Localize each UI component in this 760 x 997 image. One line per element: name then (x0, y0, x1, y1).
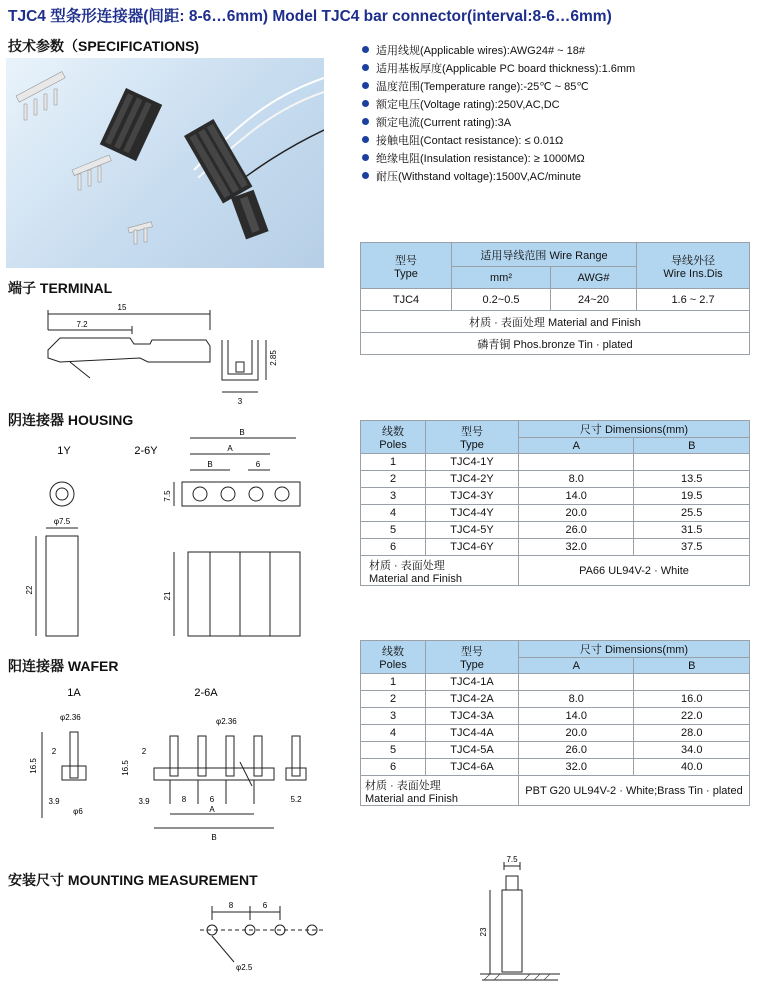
view-label: 2-6Y (134, 445, 158, 457)
svg-text:6: 6 (262, 901, 268, 910)
wafer-table: 线数 Poles 型号 Type 尺寸 Dimensions(mm) A B 1 TJC4-1A 2 TJC4-2A 8.0 16.0 3 TJC4-3A 14.0 22.0 4 TJC4-4A 20.0 28.0 5 TJC4-5A 26.0 34.0 6 TJC4-6A 32.0 40.0 材质 · 表面处理 Material and Finish PBT G20 UL94V-2 · White;Brass Tin · plated (360, 640, 750, 806)
svg-text:φ7.5: φ7.5 (53, 517, 71, 526)
wafer-drawing (20, 678, 340, 850)
housing-drawing (20, 424, 330, 644)
header-dis-en: Wire Ins.Dis (663, 267, 723, 280)
svg-text:8: 8 (228, 901, 234, 910)
svg-text:φ2.36: φ2.36 (216, 717, 237, 726)
material-value: PA66 UL94V-2 · White (519, 556, 750, 586)
dim-label: 15 (117, 303, 127, 312)
svg-text:φ2.36: φ2.36 (60, 713, 81, 722)
mounting-hole-drawing (180, 896, 340, 986)
page-title: TJC4 型条形连接器(间距: 8-6…6mm) Model TJC4 bar connector(interval:8-6…6mm) (8, 8, 612, 25)
svg-text:22: 22 (25, 585, 34, 595)
bullet-icon (362, 82, 369, 89)
svg-text:A: A (227, 444, 233, 453)
svg-text:7.5: 7.5 (163, 490, 172, 502)
svg-text:B: B (239, 428, 245, 437)
header-mm2: mm² (452, 267, 551, 289)
bullet-icon (362, 118, 369, 125)
material-value: 磷青铜 Phos.bronze Tin · plated (361, 333, 750, 355)
bullet-icon (362, 136, 369, 143)
header-dimensions: 尺寸 Dimensions(mm) (519, 421, 750, 438)
header-wire-range: 适用导线范围 Wire Range (452, 243, 637, 267)
dim-label: 3 (237, 397, 243, 406)
table-row: 5 TJC4-5A 26.0 34.0 (361, 742, 750, 759)
table-row: 4 TJC4-4Y 20.0 25.5 (361, 505, 750, 522)
header-type-cn: 型号 (395, 254, 417, 267)
table-row: 3 TJC4-3A 14.0 22.0 (361, 708, 750, 725)
terminal-heading: 端子 TERMINAL (8, 280, 113, 296)
table-row: 6 TJC4-6A 32.0 40.0 (361, 759, 750, 776)
specifications-heading: 技术参数（SPECIFICATIONS) (8, 38, 200, 54)
header-dimensions: 尺寸 Dimensions(mm) (519, 641, 750, 658)
svg-text:2: 2 (51, 747, 57, 756)
wafer-heading: 阳连接器 WAFER (8, 658, 119, 674)
view-label: 1A (67, 687, 81, 699)
svg-text:B: B (207, 460, 213, 469)
bullet-icon (362, 64, 369, 71)
svg-text:6: 6 (209, 795, 215, 804)
svg-text:3.9: 3.9 (48, 797, 60, 806)
spec-item: 额定电流(Current rating):3A (362, 114, 635, 132)
spec-item: 绝缘电阻(Insulation resistance): ≥ 1000MΩ (362, 150, 635, 168)
bullet-icon (362, 46, 369, 53)
svg-text:7.5: 7.5 (506, 856, 518, 864)
terminal-drawing (30, 300, 280, 410)
housing-table: 线数 Poles 型号 Type 尺寸 Dimensions(mm) A B 1 TJC4-1Y 2 TJC4-2Y 8.0 13.5 3 TJC4-3Y 14.0 19.5 4 TJC4-4Y 20.0 25.5 5 TJC4-5Y 26.0 31.5 6 TJC4-6Y 32.0 37.5 材质 · 表面处理 Material and Finish PA66 UL94V-2 · White (360, 420, 750, 586)
dim-label: 2.85 (269, 350, 278, 366)
view-label: 2-6A (194, 687, 218, 699)
spec-item: 适用线规(Applicable wires):AWG24# ~ 18# (362, 42, 635, 60)
material-value: PBT G20 UL94V-2 · White;Brass Tin · plated (519, 776, 750, 806)
table-row: 1 TJC4-1Y (361, 454, 750, 471)
spec-item: 额定电压(Voltage rating):250V,AC,DC (362, 96, 635, 114)
table-row: 1 TJC4-1A (361, 674, 750, 691)
svg-text:φ2.5: φ2.5 (236, 963, 253, 972)
table-row: 3 TJC4-3Y 14.0 19.5 (361, 488, 750, 505)
svg-text:3.9: 3.9 (138, 797, 150, 806)
svg-text:A: A (209, 805, 215, 814)
table-row: 5 TJC4-5Y 26.0 31.5 (361, 522, 750, 539)
svg-text:6: 6 (255, 460, 261, 469)
housing-heading: 阴连接器 HOUSING (8, 412, 134, 428)
spec-item: 适用基板厚度(Applicable PC board thickness):1.6mm (362, 60, 635, 78)
spec-item: 耐压(Withstand voltage):1500V,AC/minute (362, 168, 635, 186)
header-dis-cn: 导线外径 (671, 254, 715, 267)
bullet-icon (362, 154, 369, 161)
table-row: 2 TJC4-2A 8.0 16.0 (361, 691, 750, 708)
header-awg: AWG# (551, 267, 637, 289)
bullet-icon (362, 172, 369, 179)
wire-range-table (360, 242, 750, 355)
view-label: 1Y (57, 445, 71, 457)
svg-text:16.5: 16.5 (29, 758, 38, 774)
table-row: 6 TJC4-6Y 32.0 37.5 (361, 539, 750, 556)
mounting-side-drawing (470, 856, 580, 996)
svg-text:8: 8 (181, 795, 187, 804)
svg-text:B: B (211, 833, 217, 842)
spec-item: 接触电阻(Contact resistance): ≤ 0.01Ω (362, 132, 635, 150)
svg-text:2: 2 (141, 747, 147, 756)
spec-item: 温度范围(Temperature range):-25℃ ~ 85℃ (362, 78, 635, 96)
table-row: TJC4 0.2~0.5 24~20 1.6 ~ 2.7 (361, 289, 750, 311)
connector-photo-illustration (6, 58, 324, 268)
dim-label: 7.2 (76, 320, 88, 329)
svg-text:23: 23 (479, 927, 488, 937)
material-label: 材质 · 表面处理 Material and Finish (361, 311, 750, 333)
bullet-icon (362, 100, 369, 107)
specs-list (362, 42, 635, 186)
svg-text:5.2: 5.2 (290, 795, 302, 804)
svg-text:16.5: 16.5 (121, 760, 130, 776)
mounting-heading: 安装尺寸 MOUNTING MEASUREMENT (8, 872, 258, 888)
header-type-en: Type (394, 267, 418, 280)
svg-text:φ6: φ6 (73, 807, 83, 816)
product-photo (6, 58, 324, 268)
table-row: 2 TJC4-2Y 8.0 13.5 (361, 471, 750, 488)
svg-text:21: 21 (163, 591, 172, 601)
table-row: 4 TJC4-4A 20.0 28.0 (361, 725, 750, 742)
